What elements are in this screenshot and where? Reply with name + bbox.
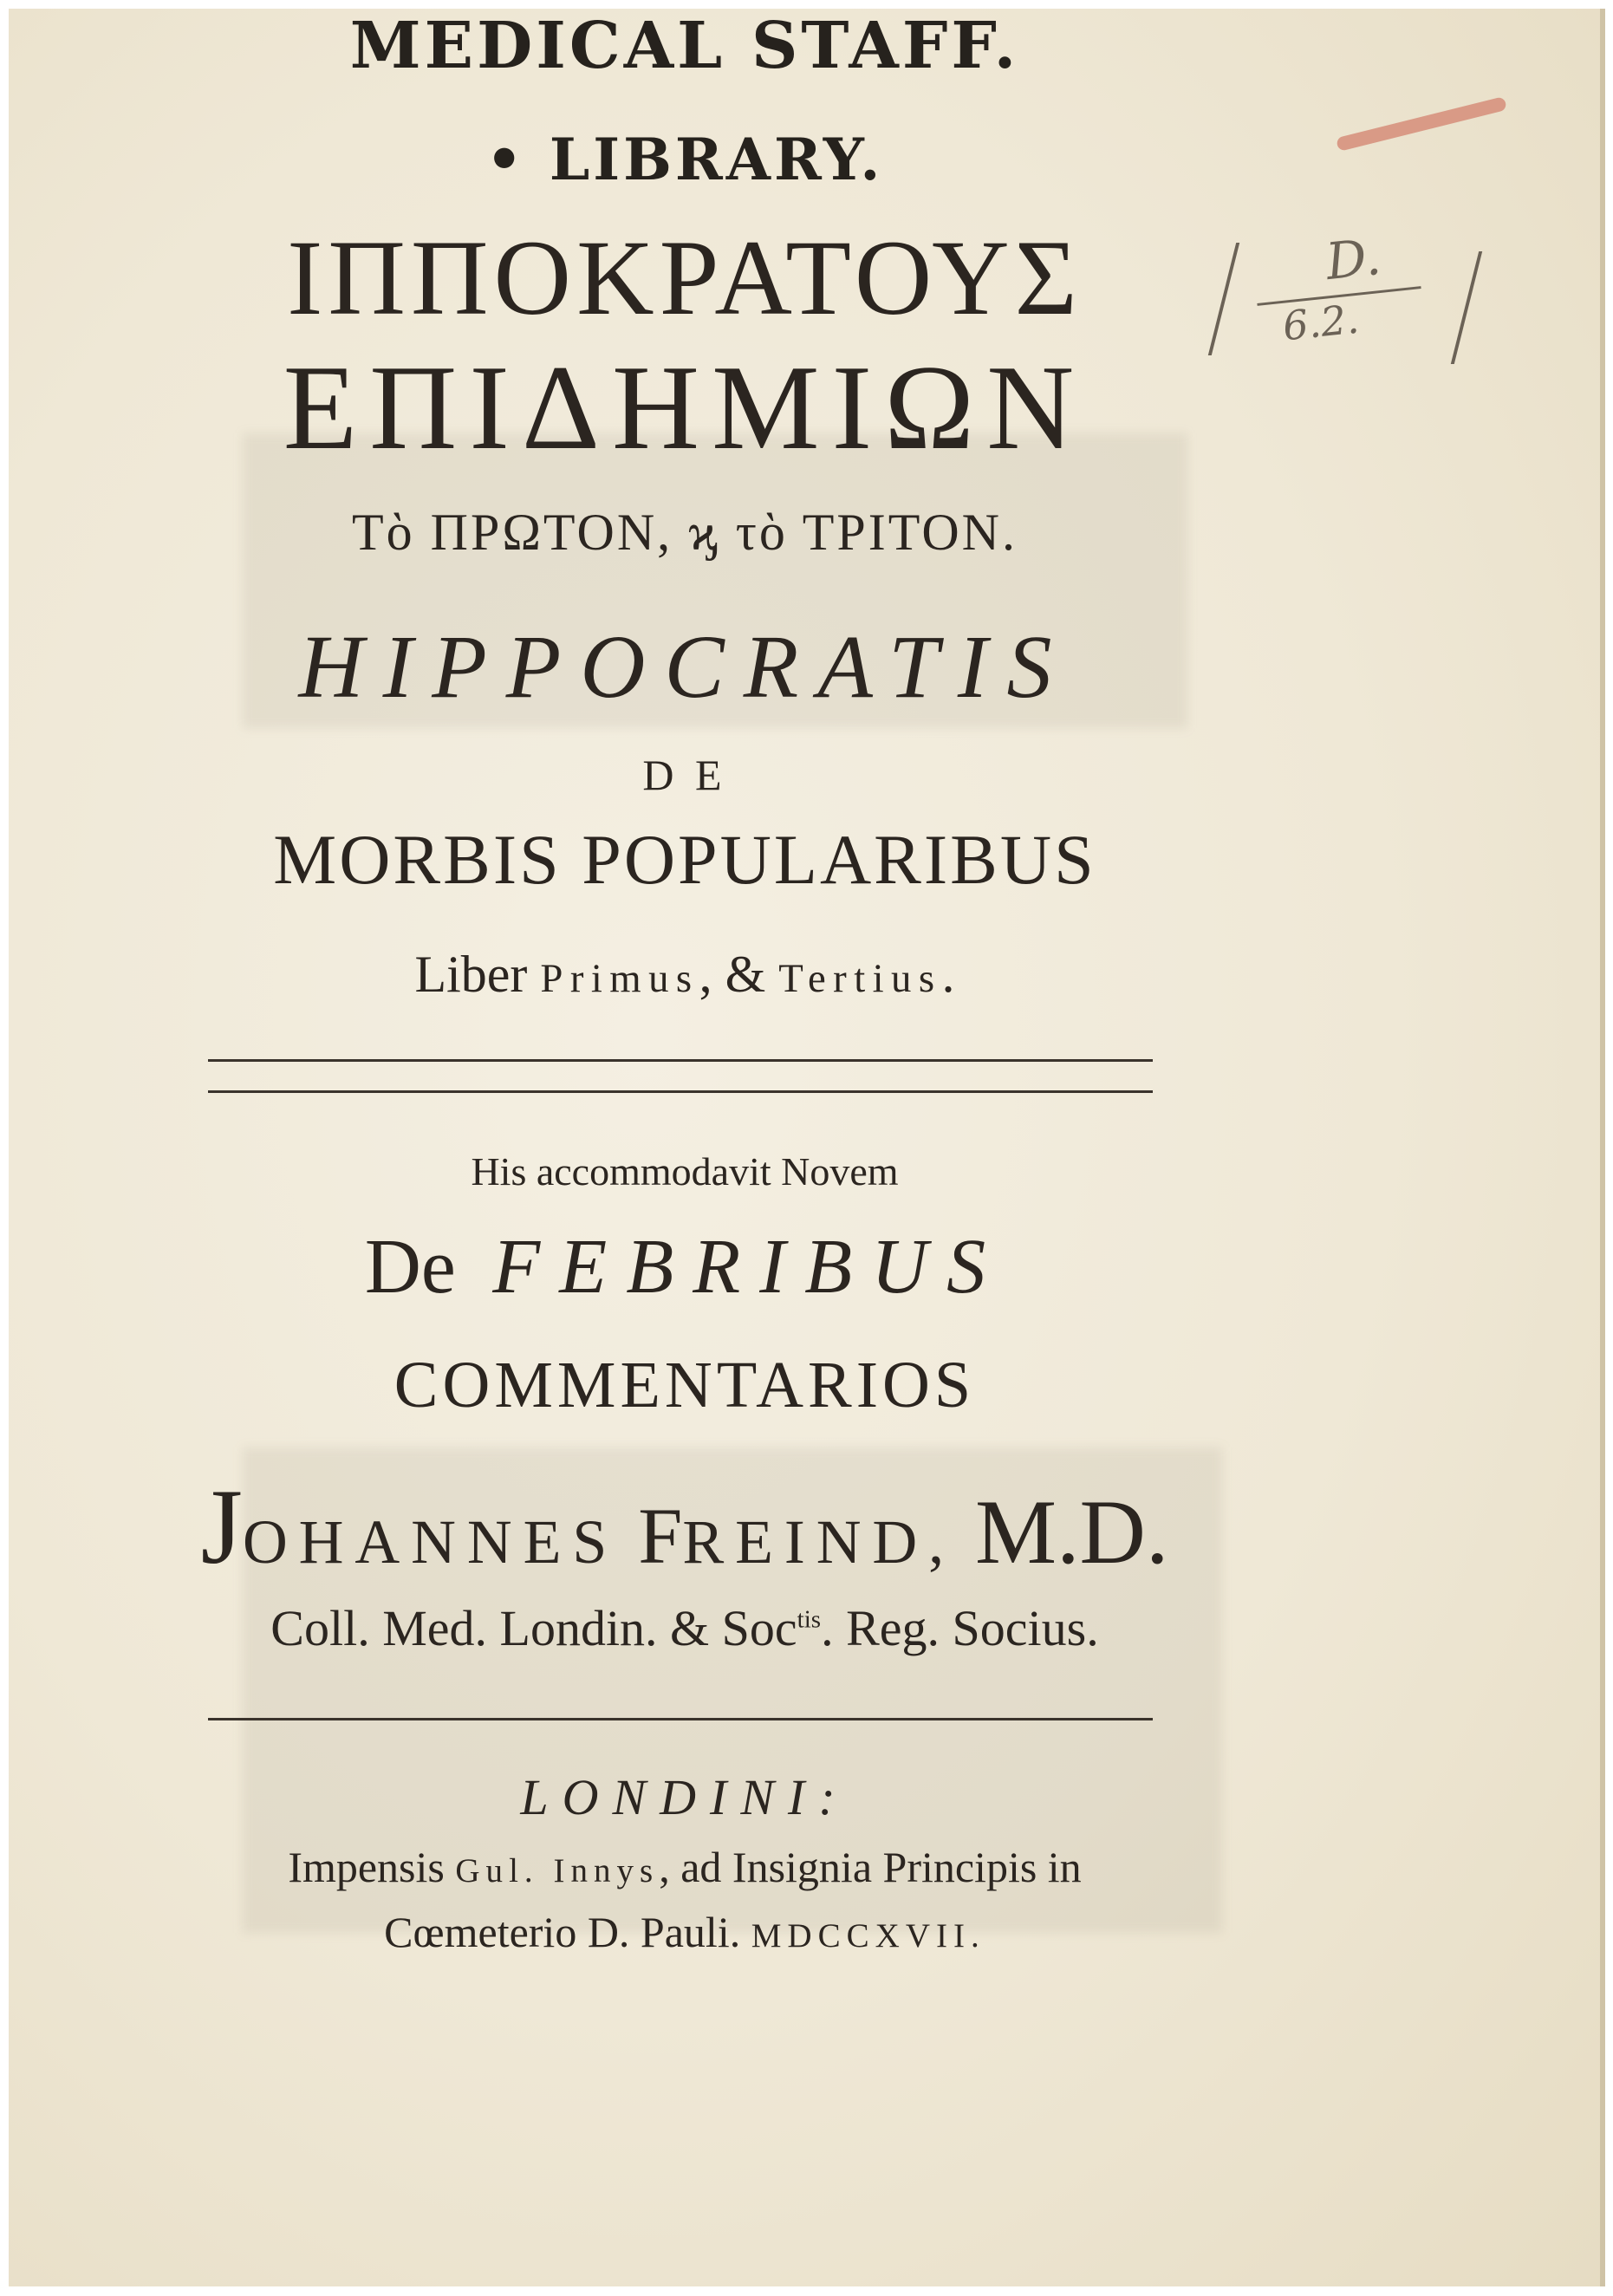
name-j: J bbox=[200, 1467, 243, 1586]
liber-word: Liber bbox=[414, 946, 528, 1003]
single-rule bbox=[208, 1718, 1153, 1720]
latin-liber bbox=[9, 945, 1361, 1005]
de-word: De bbox=[364, 1224, 456, 1310]
commentarios: COMMENTARIOS bbox=[393, 1349, 976, 1421]
name-reind: REIND, bbox=[682, 1507, 956, 1577]
degree: M.D. bbox=[975, 1481, 1169, 1583]
double-rule-bottom bbox=[208, 1090, 1153, 1093]
shelf-mark-bottom: 6.2. bbox=[1280, 295, 1362, 350]
commentary-intro: His accommodavit Novem bbox=[471, 1149, 899, 1194]
double-rule-top bbox=[208, 1059, 1153, 1062]
imprint-coemeterio: Cœmeterio D. Pauli. bbox=[384, 1908, 741, 1956]
imprint-impensis: Impensis bbox=[288, 1843, 445, 1891]
imprint-line-2 bbox=[9, 1907, 1361, 1957]
greek-subtitle: Τὸ ΠΡΩΤΟΝ, ϗ τὸ ΤΡΙΤΟΝ. bbox=[351, 504, 1018, 561]
red-pencil-mark bbox=[1336, 96, 1507, 152]
greek-title-line-2: ΕΠΙΔΗΜΙΩΝ bbox=[283, 341, 1087, 475]
shelf-mark-top: D. bbox=[1323, 226, 1384, 292]
affiliation-sup: tis bbox=[797, 1605, 822, 1634]
affiliation bbox=[9, 1599, 1361, 1657]
imprint-year: MDCCXVII. bbox=[751, 1917, 985, 1955]
imprint-publisher: Gul. Innys bbox=[455, 1852, 660, 1889]
liber-amp: , & bbox=[699, 946, 779, 1003]
latin-de: D E bbox=[642, 751, 727, 799]
author-name bbox=[9, 1465, 1361, 1589]
liber-tertius: Tertius bbox=[778, 956, 942, 1001]
greek-title-line-1: ΙΠΠΟΚΡΑΤΟΥΣ bbox=[287, 218, 1083, 337]
library-stamp-line-1: MEDICAL STAFF. bbox=[349, 9, 1020, 83]
imprint-insignia: , ad Insignia Principis in bbox=[659, 1843, 1082, 1891]
name-f: F bbox=[638, 1492, 683, 1580]
latin-author: HIPPOCRATIS bbox=[298, 617, 1071, 717]
title-page bbox=[9, 9, 1605, 2286]
imprint-line-1 bbox=[9, 1842, 1361, 1892]
commentary-febribus bbox=[9, 1222, 1361, 1311]
affiliation-pre: Coll. Med. Londin. & Soc bbox=[270, 1600, 797, 1656]
liber-end: . bbox=[941, 946, 955, 1003]
liber-primus: Primus bbox=[540, 956, 699, 1001]
febribus-word: FEBRIBUS bbox=[492, 1224, 1005, 1310]
latin-subject: MORBIS POPULARIBUS bbox=[273, 820, 1096, 899]
name-ohannes: OHANNES bbox=[242, 1507, 619, 1577]
library-stamp-line-2: • LIBRARY. bbox=[485, 126, 884, 193]
imprint-city: LONDINI: bbox=[520, 1769, 849, 1825]
shelf-mark-right-bracket bbox=[1416, 251, 1482, 364]
affiliation-post: . Reg. Socius. bbox=[821, 1600, 1099, 1656]
